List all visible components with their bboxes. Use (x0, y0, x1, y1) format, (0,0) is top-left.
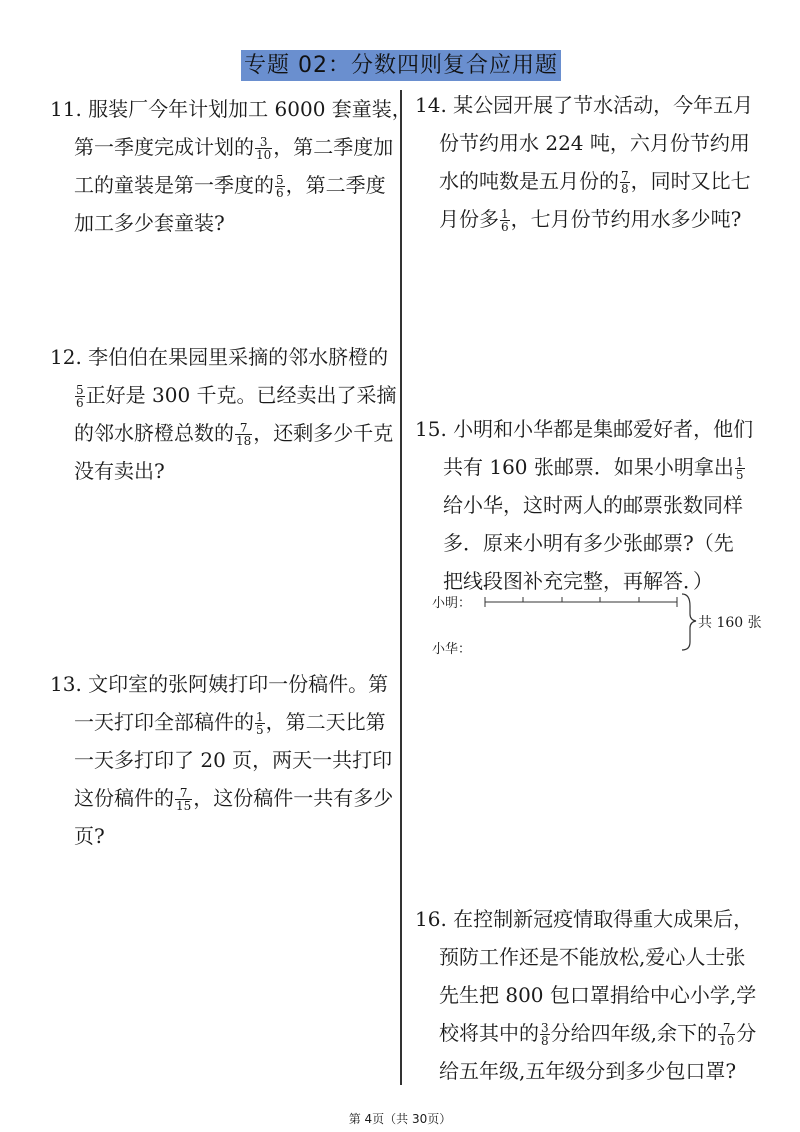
q12-text: 正好是 300 千克。已经卖出了采摘 (85, 383, 397, 407)
q12-line-3 (50, 414, 397, 452)
diagram-label-xiaoming: 小明： (432, 596, 472, 611)
fraction (235, 422, 252, 447)
fraction (718, 1022, 735, 1047)
fraction-denominator: 8 (621, 182, 629, 196)
fraction-denominator: 10 (719, 1034, 735, 1048)
fraction (255, 136, 272, 161)
fraction-numerator: 5 (76, 383, 84, 397)
fraction-numerator: 7 (235, 422, 252, 435)
fraction-numerator: 1 (735, 455, 744, 469)
q13-line-1: 13. 文印室的张阿姨打印一份稿件。第 (50, 672, 389, 696)
q11-text: 工的童装是第一季度的 (74, 173, 274, 197)
fraction (620, 170, 630, 195)
question-11 (50, 90, 412, 242)
q13-line-2 (50, 703, 393, 741)
fraction-numerator: 7 (621, 169, 629, 183)
q13-line-3: 一天多打印了 20 页，两天一共打印 (74, 748, 393, 772)
fraction-numerator: 5 (276, 173, 284, 187)
q13-text: ，第二天比第 (265, 710, 386, 734)
q14-text: ，七月份节约用水多少吨? (510, 207, 742, 231)
diagram-total-label: 共 160 张 (698, 615, 762, 631)
q14-line-3 (415, 162, 753, 200)
q12-text: ，还剩多少千克 (253, 421, 394, 445)
q11-line-2 (50, 128, 412, 166)
q16-line-5: 给五年级,五年级分到多少包口罩? (439, 1059, 737, 1083)
diagram-label-xiaohua: 小华： (432, 642, 472, 657)
fraction-denominator: 6 (76, 396, 84, 410)
q13-line-5: 页? (74, 824, 105, 848)
line-segment-diagram (432, 590, 772, 660)
q15-line-3: 给小华，这时两人的邮票张数同样 (443, 493, 743, 517)
q13-text: 这份稿件的 (74, 786, 174, 810)
q14-line-4 (415, 200, 753, 238)
fraction (75, 384, 85, 409)
fraction-denominator: 5 (735, 468, 744, 482)
question-15 (415, 410, 753, 600)
q11-text: 第一季度完成计划的 (74, 135, 254, 159)
question-16 (415, 900, 756, 1090)
fraction (500, 208, 510, 233)
question-13 (50, 665, 393, 855)
q11-line-4: 加工多少套童装? (74, 211, 225, 235)
q16-text: 分 (736, 1021, 757, 1045)
q16-line-2: 预防工作还是不能放松,爱心人士张 (439, 945, 746, 969)
q15-line-5: 把线段图补充完整，再解答．） (443, 569, 713, 593)
q14-text: 水的吨数是五月份的 (439, 169, 619, 193)
fraction-denominator: 6 (501, 220, 509, 234)
fraction-numerator: 7 (175, 787, 192, 800)
q15-line-2 (415, 448, 753, 486)
q14-line-1: 14. 某公园开展了节水活动，今年五月 (415, 93, 754, 117)
q14-text: ，同时又比七 (630, 169, 751, 193)
q16-line-1: 16. 在控制新冠疫情取得重大成果后， (415, 907, 754, 931)
page-title: 专题 02：分数四则复合应用题 (241, 50, 561, 81)
fraction (175, 787, 192, 812)
q16-line-4 (415, 1014, 756, 1052)
q11-text: ，第二季度加 (273, 135, 394, 159)
page-footer: 第 4页（共 30页） (348, 1112, 452, 1126)
q11-text: ，第二季度 (285, 173, 386, 197)
q16-text: 分给四年级,余下的 (550, 1021, 717, 1045)
q12-line-1: 12. 李伯伯在果园里采摘的邻水脐橙的 (50, 345, 389, 369)
q12-line-2 (50, 376, 397, 414)
fraction (540, 1022, 550, 1047)
fraction-denominator: 8 (541, 1034, 549, 1048)
fraction-numerator: 3 (541, 1021, 549, 1035)
fraction-denominator: 15 (176, 799, 192, 813)
q15-line-1: 15. 小明和小华都是集邮爱好者，他们 (415, 417, 754, 441)
question-14 (415, 86, 753, 238)
fraction (275, 174, 285, 199)
q13-line-4 (50, 779, 393, 817)
fraction-denominator: 10 (256, 148, 272, 162)
q11-line-3 (50, 166, 412, 204)
q15-text: 共有 160 张邮票．如果小明拿出 (443, 455, 734, 479)
fraction (255, 711, 265, 736)
q13-text: ，这份稿件一共有多少 (193, 786, 394, 810)
fraction-denominator: 18 (236, 434, 252, 448)
fraction-numerator: 3 (255, 136, 272, 149)
fraction-denominator: 6 (276, 186, 284, 200)
q11-line-1: 11. 服装厂今年计划加工 6000 套童装， (50, 97, 412, 121)
q14-line-2: 份节约用水 224 吨，六月份节约用 (439, 131, 750, 155)
fraction-denominator: 5 (256, 723, 264, 737)
fraction-numerator: 7 (718, 1022, 735, 1035)
q15-line-4: 多．原来小明有多少张邮票?（先 (443, 531, 734, 555)
fraction-numerator: 1 (256, 710, 264, 724)
fraction-numerator: 1 (501, 207, 509, 221)
q13-text: 一天打印全部稿件的 (74, 710, 254, 734)
brace (682, 594, 696, 650)
q12-text: 的邻水脐橙总数的 (74, 421, 234, 445)
q12-line-4: 没有卖出? (74, 459, 165, 483)
fraction (735, 456, 745, 481)
q16-text: 校将其中的 (439, 1021, 539, 1045)
q16-line-3: 先生把 800 包口罩捐给中心小学,学 (439, 983, 757, 1007)
question-12 (50, 338, 397, 490)
q14-text: 月份多 (439, 207, 499, 231)
